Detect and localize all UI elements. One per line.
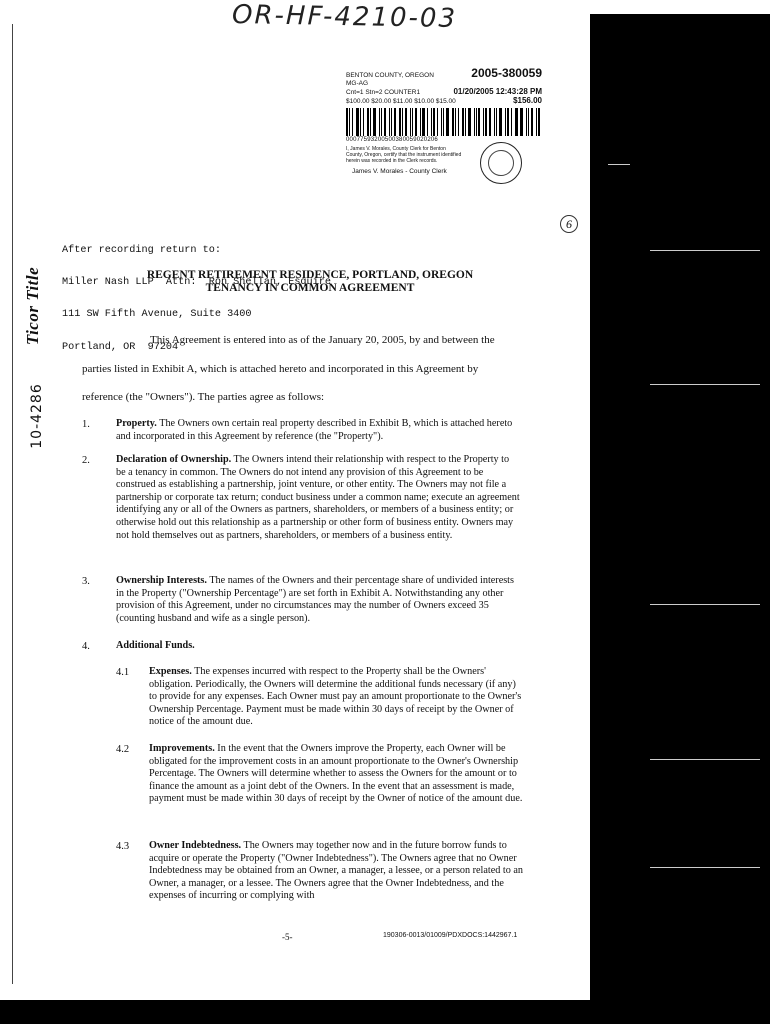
barcode-bar (433, 108, 435, 136)
section-body: The Owners intend their relationship with respect to the Property to be a tenancy in common. The Owners do not intend any provision of this Agreement to be construed as establishing a partnership, joint venture, or other entity. The Owners may not file a partnership or corporate tax return; conduct business under a common name; execute an agreement identifying any or all of the Owners as partners, shareholders, or members of a business entity; or otherwise hold out this relationship as a partnership or other form of business entity. Owners may not hold themselves out as partners, shareholders, or members of a business entity. (116, 454, 520, 541)
section-declaration (116, 454, 521, 542)
stamp-datetime: 01/20/2005 12:43:28 PM (453, 87, 542, 96)
barcode-bar (443, 108, 444, 136)
subsection-body: In the event that the Owners improve the Property, each Owner will be obligated for the improvement costs in an amount proportionate to the Owner's Ownership Percentage. The Owners will determine whether to assess the Owners for the amount or to finance the amount as a joint debt of the Owners. In the event that an assessment is made, payment must be made within 30 days of receipt by the Owner of notice of the amount due. (149, 743, 523, 805)
stamp-total: $156.00 (513, 96, 542, 105)
barcode-bar (427, 108, 428, 136)
county-seal-icon (480, 142, 522, 184)
barcode-bar (526, 108, 527, 136)
subsection-body: The Owners may together now and in the future borrow funds to acquire or operate the Property ("Owner Indebtedness"). The Owners agree that no Owner Indebtedness may be obtained from an Owner, a manager, a lessee, or a person related to an Owner, a manager, or a lessee. The Owners agree that the Owner Indebtedness, and the expenses of incurring or complying with (149, 840, 523, 902)
barcode-bar (455, 108, 456, 136)
section-number: 2. (82, 455, 90, 466)
subsection-number: 4.2 (116, 744, 130, 755)
barcode-bar (478, 108, 480, 136)
subsection-expenses (149, 666, 524, 729)
section-number: 4. (82, 641, 90, 652)
intro-line-2: parties listed in Exhibit A, which is attached hereto and incorporated in this Agreement by (82, 363, 479, 375)
barcode (346, 108, 542, 136)
barcode-bar (410, 108, 411, 136)
barcode-bar (511, 108, 512, 136)
barcode-bar (458, 108, 459, 136)
barcode-bar (431, 108, 432, 136)
barcode-bar (441, 108, 442, 136)
subsection-number: 4.1 (116, 667, 130, 678)
barcode-bar (516, 108, 518, 136)
barcode-bar (399, 108, 402, 136)
subsection-owner-indebtedness (149, 840, 524, 903)
barcode-bar (496, 108, 497, 136)
barcode-bar (531, 108, 533, 136)
section-heading: Ownership Interests. (116, 575, 207, 586)
barcode-bar (420, 108, 421, 136)
subsection-heading: Improvements. (149, 743, 215, 754)
barcode-bar (494, 108, 495, 136)
section-body: The Owners own certain real property described in Exhibit B, which is attached hereto and incorporated in this Agreement by reference (the "Property"). (116, 418, 513, 442)
barcode-bar (367, 108, 369, 136)
barcode-bar (520, 108, 523, 136)
barcode-bar (384, 108, 386, 136)
document-title (90, 269, 530, 295)
section-heading: Declaration of Ownership. (116, 454, 232, 465)
barcode-bar (462, 108, 464, 136)
scan-black-margin-bottom (0, 1000, 770, 1024)
barcode-bar (360, 108, 361, 136)
section-additional-funds (116, 640, 521, 653)
title-line-2: TENANCY IN COMMON AGREEMENT (205, 282, 415, 294)
stamp-code: MG-AG (346, 80, 369, 87)
barcode-bar (538, 108, 540, 136)
barcode-bar (528, 108, 529, 136)
barcode-bar (499, 108, 502, 136)
barcode-bar (485, 108, 487, 136)
section-heading: Additional Funds. (116, 640, 195, 651)
barcode-bar (389, 108, 390, 136)
section-property (116, 418, 521, 443)
title-line-1: REGENT RETIREMENT RESIDENCE, PORTLAND, OREGON (146, 269, 474, 281)
barcode-bar (391, 108, 392, 136)
section-ownership-interests (116, 575, 521, 625)
barcode-bar (394, 108, 396, 136)
stamp-clerk-signature: James V. Morales - County Clerk (352, 168, 447, 175)
return-address-line: Miller Nash LLP Attn: Ron Shellan, Esquire (62, 276, 331, 288)
barcode-bar (379, 108, 380, 136)
return-address-line: Portland, OR 97204 (62, 341, 179, 353)
barcode-bar (507, 108, 509, 136)
barcode-number: 00077593200500380059020206 (346, 137, 438, 143)
subsection-improvements (149, 743, 524, 806)
barcode-bar (415, 108, 417, 136)
return-address-line: After recording return to: (62, 244, 221, 256)
barcode-bar (474, 108, 475, 136)
subsection-number: 4.3 (116, 841, 130, 852)
intro-line-1: This Agreement is entered into as of the January 20, 2005, by and between the (150, 334, 495, 346)
stamp-fees: $100.00 $20.00 $11.00 $10.00 $15.00 (346, 98, 456, 105)
stamp-certification-note: I, James V. Morales, County Clerk for Benton County, Oregon, certify that the instrument identified herein was recorded in the Clerk records. (346, 146, 462, 164)
barcode-bar (536, 108, 537, 136)
barcode-bar (515, 108, 516, 136)
handwritten-order-number: OR-HF-4210-03 (231, 0, 458, 34)
barcode-bar (402, 108, 403, 136)
barcode-bar (476, 108, 477, 136)
barcode-bar (346, 108, 348, 136)
subsection-heading: Owner Indebtedness. (149, 840, 242, 851)
section-number: 1. (82, 419, 90, 430)
barcode-bar (356, 108, 359, 136)
barcode-bar (363, 108, 365, 136)
barcode-bar (505, 108, 506, 136)
barcode-bar (370, 108, 371, 136)
page-edge-line (12, 24, 13, 984)
barcode-bar (381, 108, 382, 136)
barcode-bar (452, 108, 454, 136)
barcode-bar (422, 108, 425, 136)
barcode-bar (412, 108, 413, 136)
barcode-bar (437, 108, 439, 136)
stamp-county: BENTON COUNTY, OREGON (346, 72, 434, 79)
intro-line-3: reference (the "Owners"). The parties agree as follows: (82, 391, 325, 403)
section-heading: Property. (116, 418, 157, 429)
barcode-bar (373, 108, 376, 136)
circled-page-number: 6 (560, 215, 578, 233)
barcode-bar (349, 108, 350, 136)
barcode-bar (352, 108, 353, 136)
return-address-line: 111 SW Fifth Avenue, Suite 3400 (62, 309, 252, 321)
barcode-bar (468, 108, 471, 136)
barcode-bar (465, 108, 466, 136)
barcode-bar (405, 108, 407, 136)
subsection-heading: Expenses. (149, 666, 192, 677)
stamp-record-number: 2005-380059 (471, 66, 542, 80)
stamp-clerk-line: Cnt=1 Stn=2 COUNTER1 (346, 89, 421, 96)
section-body: The names of the Owners and their percentage share of undivided interests in the Property ("Ownership Percentage") are set forth in Exhibit A. Notwithstanding any other provision of this Agreement, under no circumstances may the number of Owners exceed 35 (counting husband and wife as a single person). (116, 575, 514, 624)
document-id: 190306-0013/01009/PDXDOCS:1442967.1 (383, 932, 518, 939)
margin-ticor-title: Ticor Title (23, 266, 43, 346)
margin-handwritten-number: 10-4286 (28, 383, 45, 449)
scan-black-margin-right (590, 14, 770, 1024)
subsection-body: The expenses incurred with respect to the Property shall be the Owners' obligation. Periodically, the Owners will determine the additional funds necessary (if any) to provide for any expenses. Each Owner must pay an amount proportionate to the Owner's Ownership Percentage. Payment must be made within 30 days of receipt by the Owner of notice of the amount due. (149, 666, 522, 728)
barcode-bar (483, 108, 484, 136)
barcode-bar (489, 108, 491, 136)
barcode-bar (446, 108, 449, 136)
page-number: -5- (282, 932, 293, 942)
section-number: 3. (82, 576, 90, 587)
